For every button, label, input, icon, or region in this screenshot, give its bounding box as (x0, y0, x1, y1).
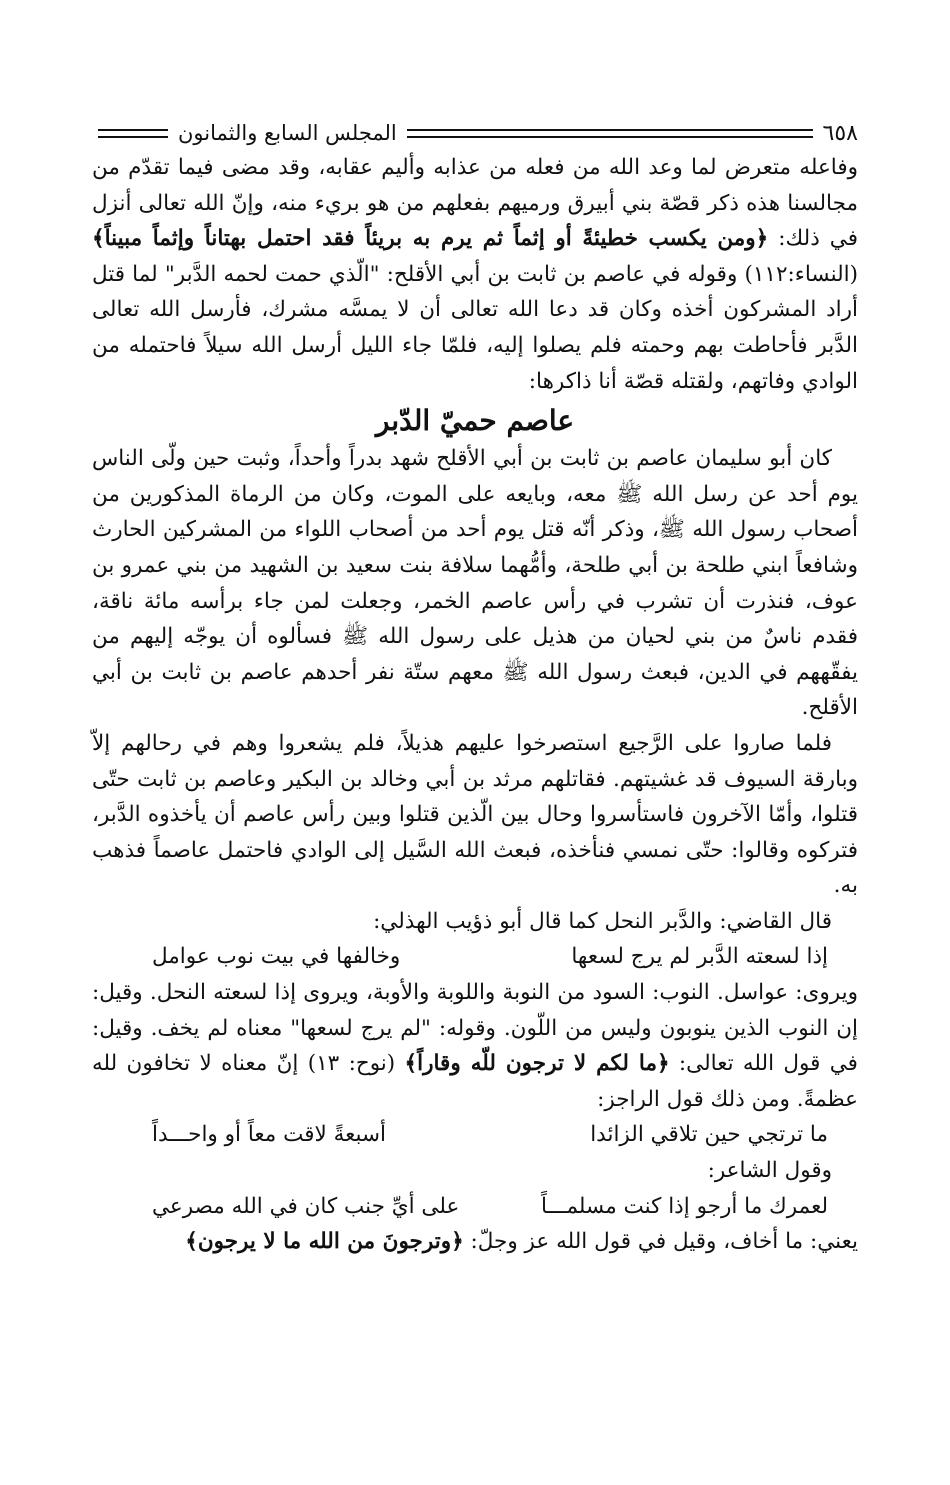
running-title: المجلس السابع والثمانون (178, 121, 397, 145)
page-header (88, 118, 858, 148)
paragraph-closing (92, 1224, 858, 1260)
paragraph-biography: كان أبو سليمان عاصم بن ثابت بن أبي الأقلح شهد بدراً وأحداً، وثبت حين ولّى الناس يوم أحد عن رسل الله ﷺ معه، وبايعه على الموت، وكان من الرماة المذكورين من أصحاب رسول الله ﷺ، وذكر أنّه قتل يوم أحد من أصحاب اللواء من المشركين الحارث وشافعاً ابني طلحة بن أبي طلحة، وأمُّهما سلافة بنت سعيد بن الشهيد من بني عمرو بن عوف، فنذرت أن تشرب في رأس عاصم الخمر، وجعلت لمن جاء برأسه مائة ناقة، فقدم ناسٌ من بني لحيان من هذيل على رسول الله ﷺ فسألوه أن يوجّه إليهم من يفقّههم في الدين، فبعث رسول الله ﷺ معهم ستّة نفر أحدهم عاصم بن ثابت بن أبي الأقلح. (92, 446, 858, 721)
quran-verse: ﴿ما لكم لا ترجون للّه وقاراً﴾ (404, 1051, 670, 1077)
paragraph-text: (النساء:١١٢) وقوله في عاصم بن ثابت بن أبي الأقلح: "الّذي حمت لحمه الدَّبر" لما قتل أراد المشركون أخذه وكان قد دعا الله تعالى أن لا يمسَّه مشرك، فأرسل الله تعالى الدَّبر فأحاطت بهم وحمته فلم يصلوا إليه، فلمّا جاء الليل أرسل الله سيلاً فاحتمله من الوادي وفاتهم، ولقتله قصّة أنا ذاكرها: (92, 261, 858, 394)
paragraph-intro (92, 150, 858, 399)
quran-verse: ﴿ومن يكسب خطيئةً أو إثماً ثم يرم به بريئاً فقد احتمل بهتاناً وإثماً مبيناً﴾ (92, 226, 769, 252)
poem-verse (92, 1117, 858, 1153)
paragraph-text: وفاعله متعرض لما وعد الله من فعله من عذابه وأليم عقابه، وقد مضى فيما تقدّم من مجالسنا هذه ذكر قصّة بني أبيرق ورميهم بفعلهم من هو بريء منه، وإنّ الله تعالى أنزل في ذلك: (92, 155, 858, 252)
poem-verse (92, 939, 858, 975)
verse-hemistich-second: أسبعةً لاقت معاً أو واحـــداً (152, 1122, 386, 1148)
paragraph-poet-intro: وقول الشاعر: (707, 1158, 832, 1184)
verse-hemistich-first: لعمرك ما أرجو إذا كنت مسلمـــاً (541, 1193, 828, 1219)
paragraph-raji: فلما صاروا على الرَّجيع استصرخوا عليهم هذيلاً، فلم يشعروا وهم في رحالهم إلاّ وبارقة السيوف قد غشيتهم. فقاتلهم مرثد بن أبي وخالد بن البكير وعاصم بن ثابت حتّى قتلوا، وأمّا الآخرون فاستأسروا وحال بين الّذين قتلوا وبين رأس عاصم أن يأخذوه الدَّبر، فتركوه وقالوا: حتّى نمسي فنأخذه، فبعث الله السَّيل إلى الوادي فاحتمل عاصماً فذهب به. (92, 730, 858, 899)
quran-verse: ﴿وترجونَ من الله ما لا يرجون﴾ (185, 1229, 464, 1255)
paragraph-explanation (92, 975, 858, 1117)
verse-hemistich-second: على أيِّ جنب كان في الله مصرعي (152, 1193, 460, 1219)
page-body (92, 150, 858, 1260)
verse-hemistich-first: ما ترتجي حين تلاقي الزائدا (590, 1122, 828, 1148)
verse-hemistich-second: وخالفها في بيت نوب عوامل (152, 944, 401, 970)
paragraph-text: يعني: ما أخاف، وقيل في قول الله عز وجلّ: (463, 1229, 858, 1255)
section-heading: عاصم حميّ الدّبر (375, 404, 575, 438)
page-number: ٦٥٨ (822, 120, 858, 146)
paragraph-text: (نوح: ١٣) إنّ معناه لا تخافون لله عظمةً. ومن ذلك قول الراجز: (92, 1051, 858, 1112)
paragraph-text: ويروى: عواسل. النوب: السود من النوبة واللوبة والأوبة، ويروى إذا لسعته النحل. وقيل: إن النوب الذين ينوبون وليس من اللّون. وقوله: "لم يرج لسعها" معناه لم يخف. وقيل: في قول الله تعالى: (92, 980, 858, 1077)
paragraph-qadi: قال القاضي: والدَّبر النحل كما قال أبو ذؤيب الهذلي: (373, 908, 832, 934)
poem-verse (92, 1189, 858, 1225)
header-rule-left (98, 129, 168, 138)
verse-hemistich-first: إذا لسعته الدَّبر لم يرج لسعها (571, 944, 828, 970)
header-rule-right (407, 129, 813, 138)
